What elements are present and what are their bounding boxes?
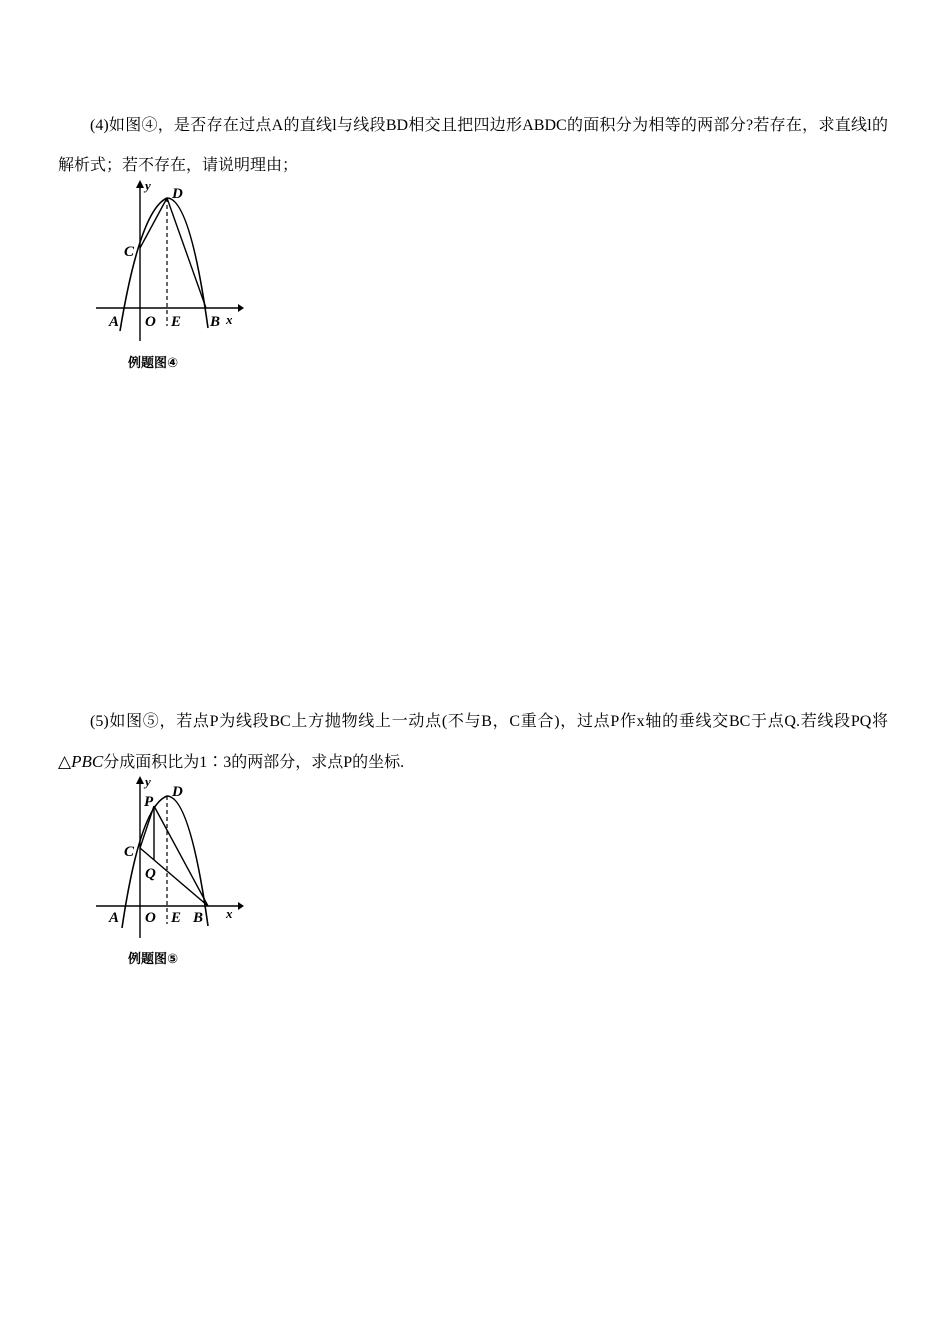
point-a-label: A [109, 314, 120, 330]
figure-4-caption: 例题图④ [128, 356, 179, 371]
point-c-label: C [124, 844, 135, 860]
x-axis-arrow [238, 304, 244, 312]
origin-label: O [145, 910, 156, 926]
point-p-label: P [144, 794, 154, 810]
y-axis-arrow [136, 776, 144, 784]
x-axis-label: x [226, 906, 233, 921]
x-axis-label: x [226, 312, 233, 327]
point-a-label: A [109, 910, 120, 926]
y-axis-label: y [145, 178, 151, 193]
figure-5-graph [92, 772, 252, 972]
x-axis-arrow [238, 902, 244, 910]
figure-4-graph [92, 176, 252, 376]
segment-cp [140, 806, 154, 848]
figure-5-caption: 例题图⑤ [128, 952, 179, 967]
point-c-label: C [124, 244, 135, 260]
origin-label: O [145, 314, 156, 330]
point-e-label: E [171, 910, 182, 926]
point-d-label: D [172, 784, 183, 800]
point-b-label: B [210, 314, 221, 330]
segment-db [167, 198, 206, 308]
parabola [122, 796, 208, 928]
triangle-pbc: △PBC [58, 752, 104, 771]
point-d-label: D [172, 186, 183, 202]
point-b-label: B [193, 910, 204, 926]
point-q-label: Q [145, 866, 156, 882]
figure-5 [92, 772, 252, 977]
parabola [120, 198, 208, 331]
figure-4 [92, 176, 252, 381]
problem-5-text-after: 分成面积比为1∶3的两部分，求点P的坐标. [103, 754, 405, 771]
problem-5-text [58, 702, 888, 783]
problem-5-text-before: (5)如图⑤，若点P为线段BC上方抛物线上一动点(不与B，C重合)，过点P作x轴的垂线交BC于点Q.若线段PQ将 [90, 713, 888, 730]
y-axis-arrow [136, 180, 144, 188]
point-e-label: E [171, 314, 182, 330]
segment-cd [140, 198, 167, 248]
y-axis-label: y [145, 774, 151, 789]
segment-pb [154, 806, 208, 906]
problem-4-text: (4)如图④，是否存在过点A的直线l与线段BD相交且把四边形ABDC的面积分为相等的两部分?若存在，求直线l的解析式；若不存在，请说明理由； [58, 117, 888, 174]
